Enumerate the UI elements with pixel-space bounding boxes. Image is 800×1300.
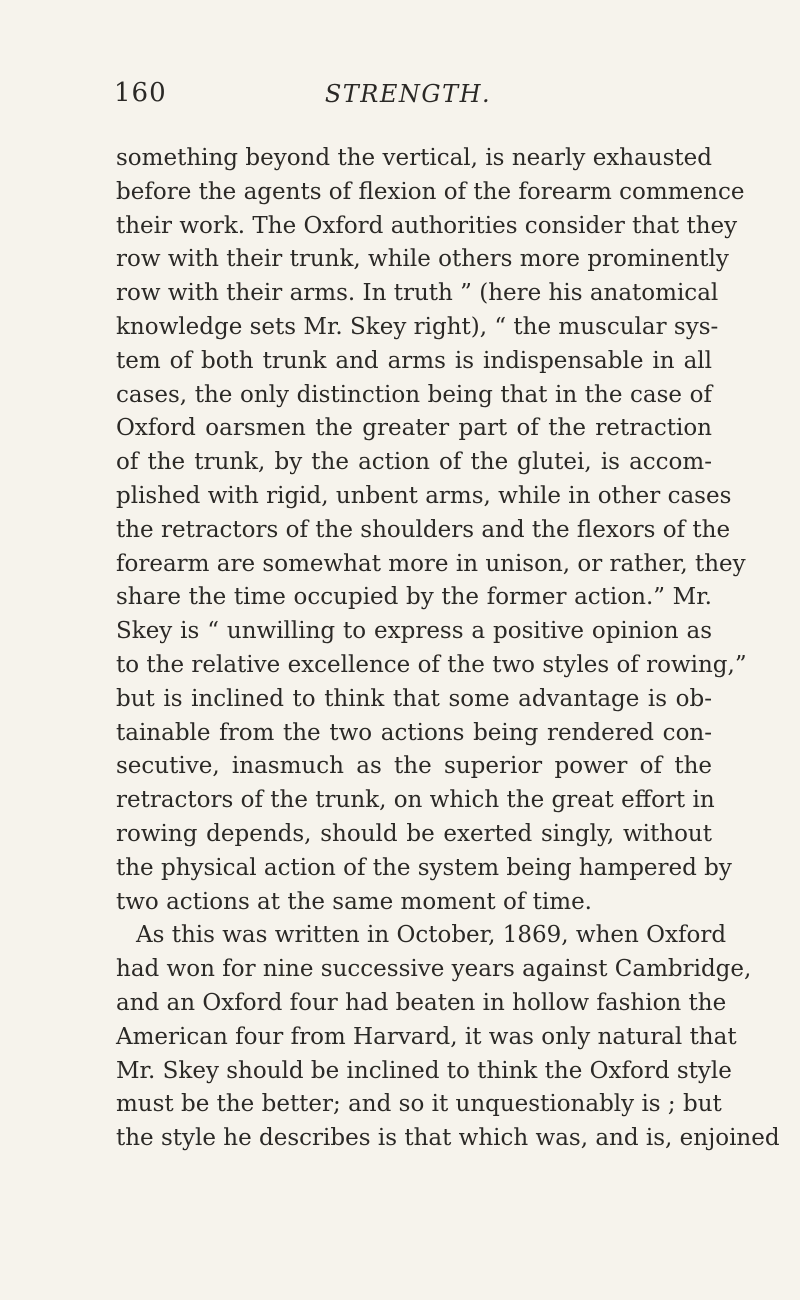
text-line-2: before the agents of flexion of the forearm commence [116,178,745,205]
page-number: 160 [114,78,167,108]
text-line-19: secutive, inasmuch as the superior power of the [116,753,712,780]
text-line-14: share the time occupied by the former action.” Mr. [116,584,712,611]
running-head [104,78,712,118]
body-text [116,142,780,1156]
text-line-30: the style he describes is that which was, and is, enjoined [116,1125,780,1152]
text-line-13: forearm are somewhat more in unison, or rather, they [116,550,746,577]
text-line-27: American four from Harvard, it was only natural that [116,1023,737,1050]
text-line-21: rowing depends, should be exerted singly, without [116,820,712,847]
text-line-7: tem of both trunk and arms is indispensable in all [116,347,712,374]
text-line-24: As this was written in October, 1869, when Oxford [136,922,727,949]
text-line-5: row with their arms. In truth ” (here his anatomical [116,280,719,307]
text-line-23: two actions at the same moment of time. [116,888,592,915]
text-line-22: the physical action of the system being hampered by [116,854,732,881]
text-line-10: of the trunk, by the action of the glutei, is accom- [116,449,712,476]
text-line-25: had won for nine successive years against Cambridge, [116,956,752,983]
text-line-6: knowledge sets Mr. Skey right), “ the muscular sys- [116,313,719,340]
text-line-18: tainable from the two actions being rendered con- [116,719,712,746]
running-title: STRENGTH. [324,80,492,108]
text-line-1: something beyond the vertical, is nearly exhausted [116,145,712,171]
text-line-8: cases, the only distinction being that in the case of [116,381,712,408]
text-line-11: plished with rigid, unbent arms, while in other cases [116,482,732,509]
text-line-29: must be the better; and so it unquestionably is ; but [116,1091,722,1118]
text-line-26: and an Oxford four had beaten in hollow fashion the [116,989,727,1016]
text-line-3: their work. The Oxford authorities consider that they [116,212,738,239]
text-line-9: Oxford oarsmen the greater part of the retraction [116,415,712,442]
text-line-28: Mr. Skey should be inclined to think the Oxford style [116,1057,732,1084]
text-line-17: but is inclined to think that some advantage is ob- [116,685,712,712]
text-line-20: retractors of the trunk, on which the great effort in [116,787,715,814]
text-line-15: Skey is “ unwilling to express a positive opinion as [116,618,712,645]
text-line-12: the retractors of the shoulders and the flexors of the [116,516,731,543]
text-line-4: row with their trunk, while others more prominently [116,246,729,273]
text-line-16: to the relative excellence of the two styles of rowing,” [116,651,747,678]
